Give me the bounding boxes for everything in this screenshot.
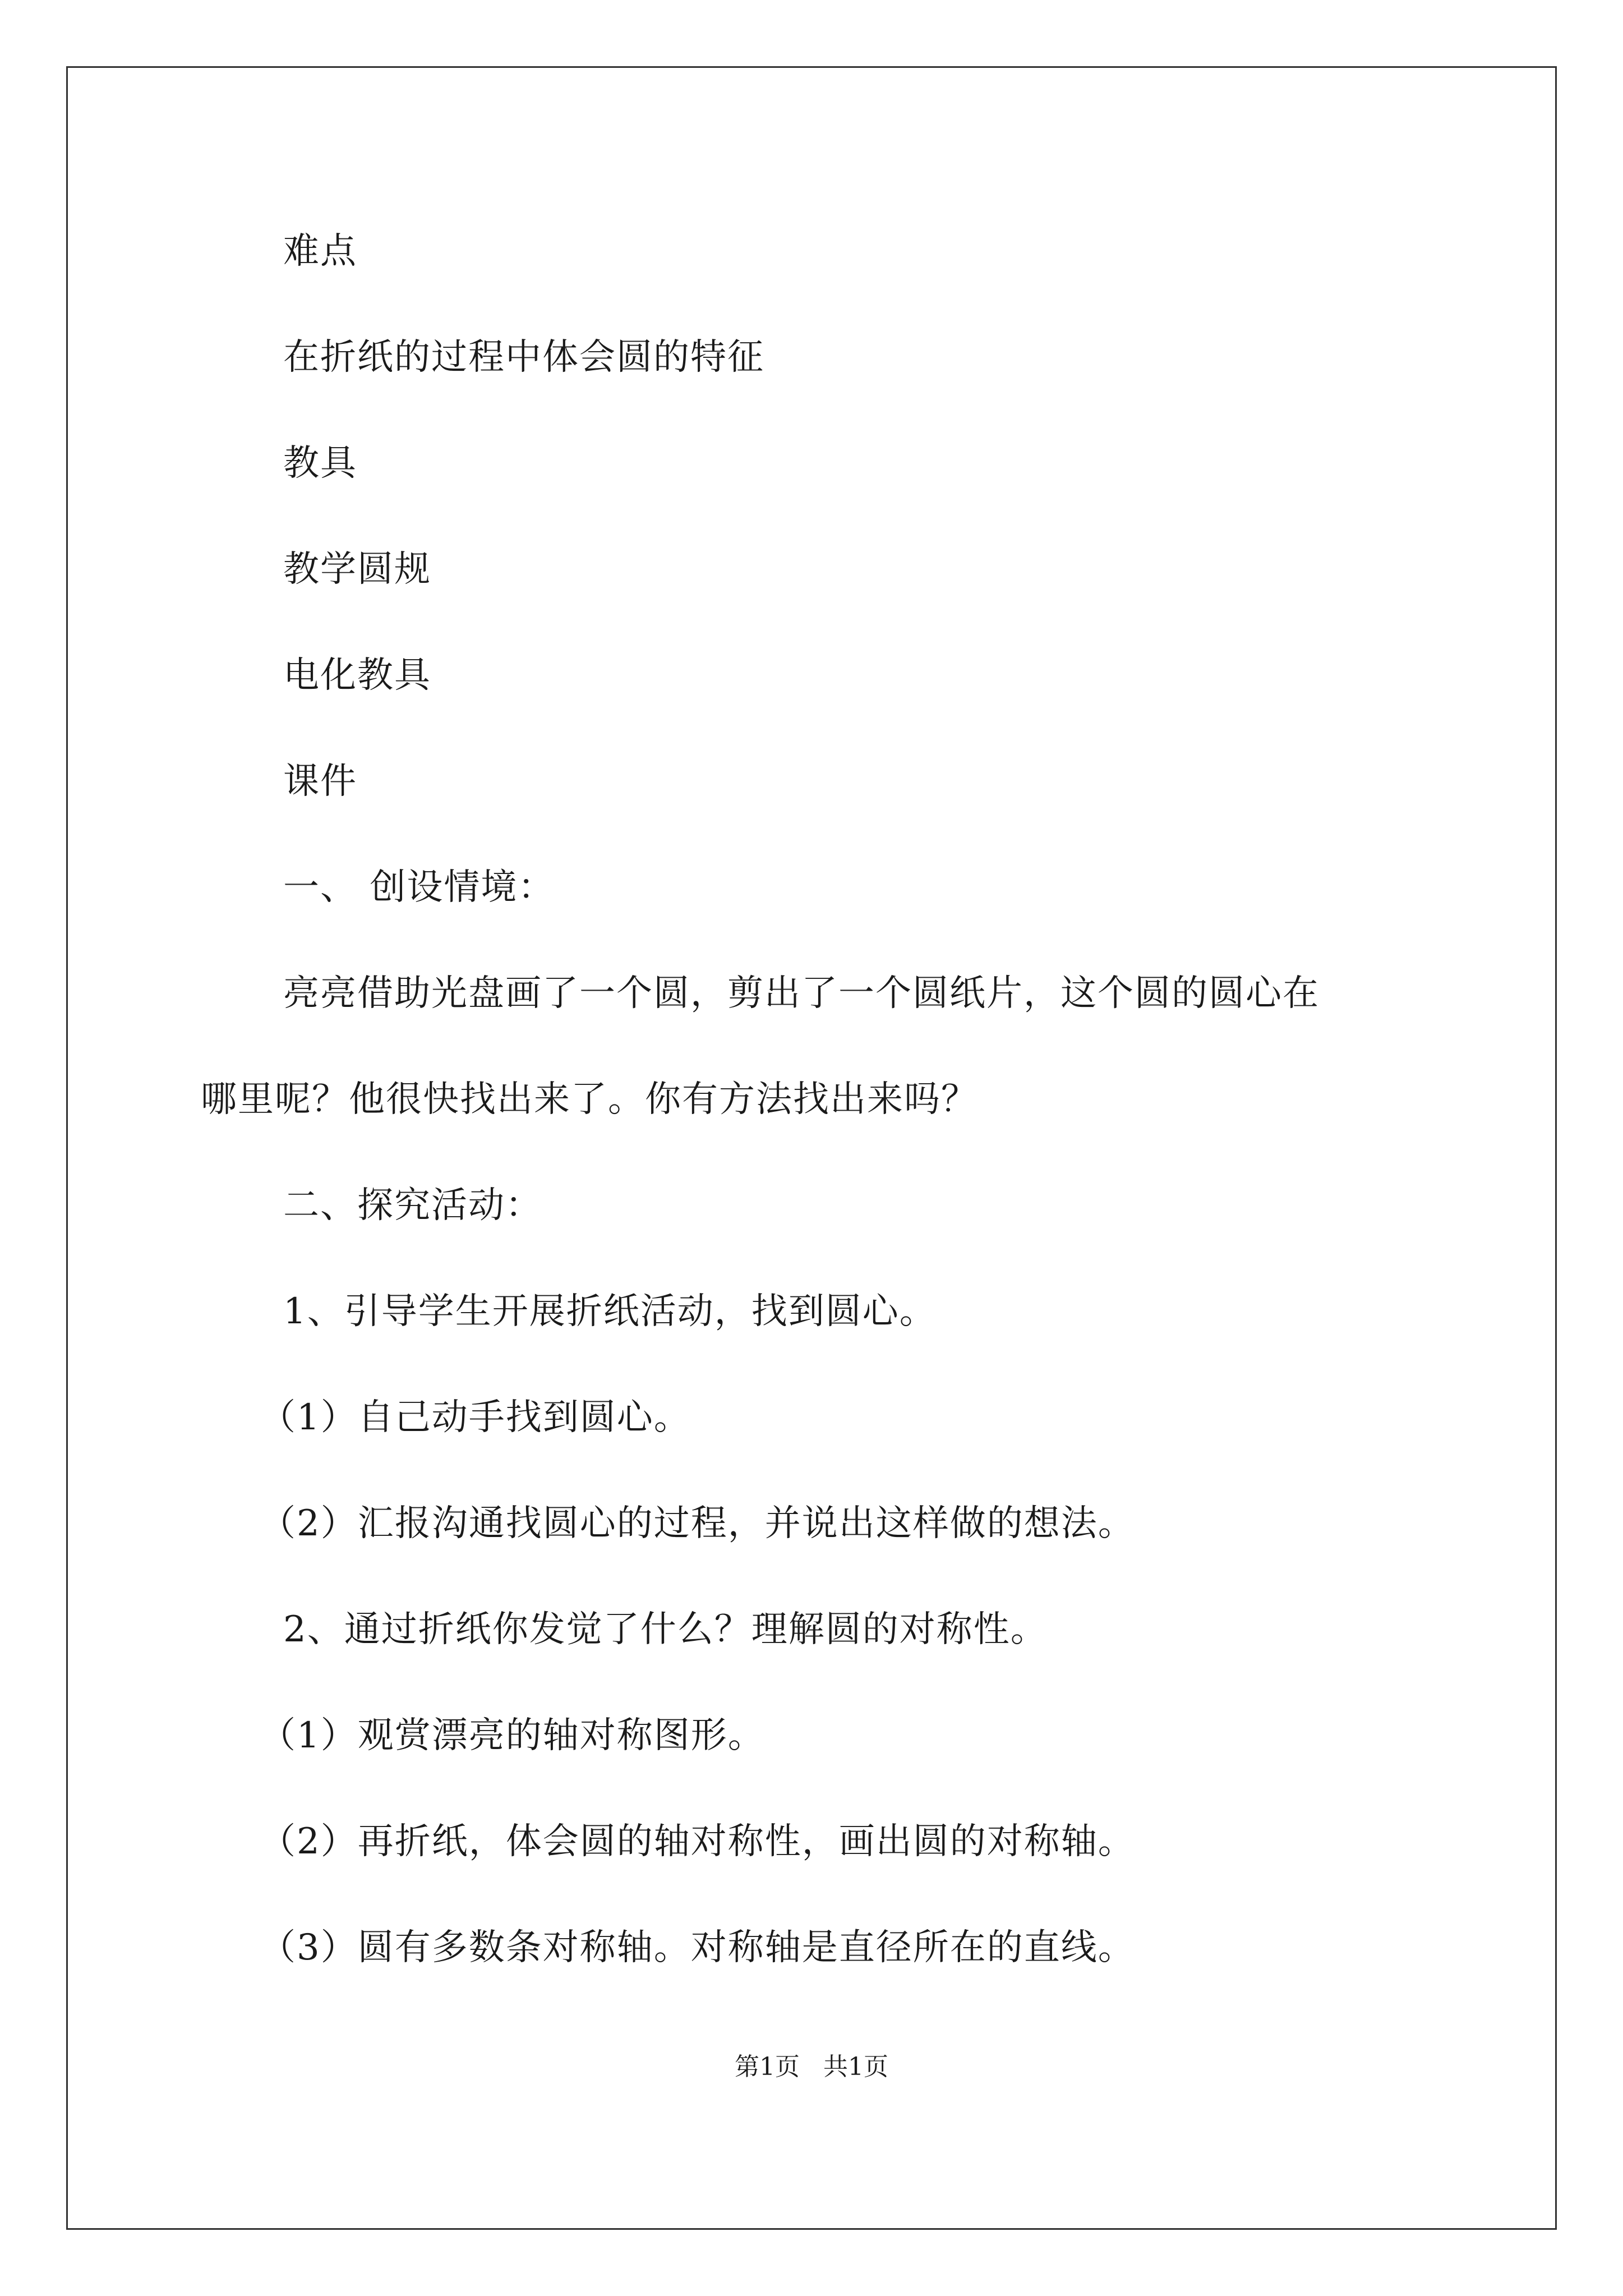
section-heading-2: 二、探究活动： xyxy=(283,1185,542,1226)
paragraph-text: 在折纸的过程中体会圆的特征 xyxy=(283,337,764,378)
heading-difficulty: 难点 xyxy=(283,231,357,272)
paragraph-text: 课件 xyxy=(283,761,357,802)
sub-list-item: （2）再折纸，体会圆的轴对称性，画出圆的对称轴。 xyxy=(260,1821,1135,1862)
sub-list-item: （1）观赏漂亮的轴对称图形。 xyxy=(260,1715,765,1756)
paragraph-text-continuation: 哪里呢？他很快找出来了。你有方法找出来吗？ xyxy=(201,1079,978,1120)
paragraph-text: 教学圆规 xyxy=(283,549,431,590)
page-border xyxy=(66,66,1557,2230)
sub-list-item: （2）汇报沟通找圆心的过程，并说出这样做的想法。 xyxy=(260,1503,1135,1544)
sub-list-item: （3）圆有多数条对称轴。对称轴是直径所在的直线。 xyxy=(260,1927,1135,1968)
paragraph-text: 亮亮借助光盘画了一个圆，剪出了一个圆纸片，这个圆的圆心在 xyxy=(283,973,1320,1014)
paragraph-text: 电化教具 xyxy=(283,655,431,696)
heading-teaching-aids: 教具 xyxy=(283,443,357,484)
section-heading-1: 一、 创设情境： xyxy=(283,867,555,908)
sub-list-item: （1）自己动手找到圆心。 xyxy=(260,1397,691,1438)
page-number-footer: 第1页 共1页 xyxy=(735,2053,888,2081)
list-item: 1、引导学生开展折纸活动，找到圆心。 xyxy=(283,1291,937,1332)
list-item: 2、通过折纸你发觉了什么？理解圆的对称性。 xyxy=(283,1609,1048,1650)
